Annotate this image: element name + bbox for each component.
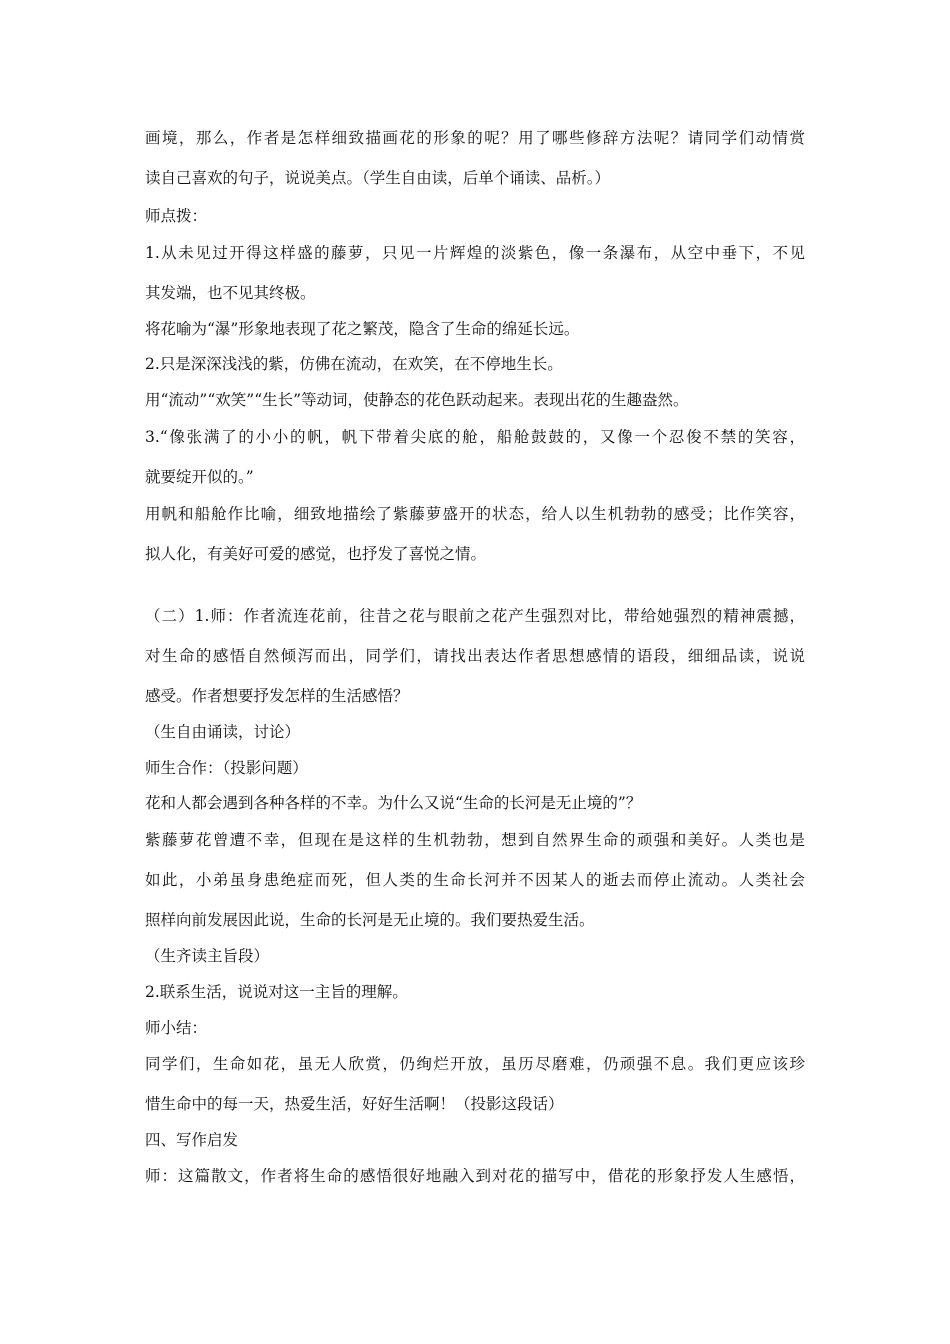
text-line: 师点拨： [145, 207, 208, 225]
text-line: 2.联系生活，说说对这一主旨的理解。 [145, 983, 408, 1001]
text-line: 师生合作：（投影问题） [145, 759, 308, 777]
text-line: 其发端，也不见其终极。 [145, 284, 316, 302]
text-line: 3.“像张满了的小小的帆，帆下带着尖底的舱，船舱鼓鼓的，又像一个忍俊不禁的笑容， [145, 428, 805, 446]
text-line: 用“流动”“欢笑”“生长”等动词，使静态的花色跃动起来。表现出花的生趣盎然。 [145, 391, 689, 409]
text-line: （二）1.师：作者流连花前，往昔之花与眼前之花产生强烈对比，带给她强烈的精神震撼， [145, 607, 805, 625]
text-line: 四、写作启发 [145, 1131, 239, 1149]
text-line: 师：这篇散文，作者将生命的感悟很好地融入到对花的描写中，借花的形象抒发人生感悟， [145, 1167, 805, 1185]
text-line: 画境，那么，作者是怎样细致描画花的形象的呢？用了哪些修辞方法呢？请同学们动情赏 [145, 129, 805, 147]
text-line: 同学们，生命如花，虽无人欣赏，仍绚烂开放，虽历尽磨难，仍顽强不息。我们更应该珍 [145, 1055, 805, 1073]
text-line: 照样向前发展因此说，生命的长河是无止境的。我们要热爱生活。 [145, 911, 595, 929]
text-line: 如此，小弟虽身患绝症而死，但人类的生命长河并不因某人的逝去而停止流动。人类社会 [145, 871, 805, 889]
text-line: 读自己喜欢的句子，说说美点。（学生自由读，后单个诵读、品析。） [145, 169, 611, 187]
text-line: 拟人化，有美好可爱的感觉，也抒发了喜悦之情。 [145, 545, 487, 563]
text-line: 将花喻为“瀑”形象地表现了花之繁茂，隐含了生命的绵延长远。 [145, 320, 580, 338]
text-line: （生自由诵读，讨论） [145, 723, 301, 741]
text-line: 就要绽开似的。” [145, 468, 254, 486]
text-line: 用帆和船舱作比喻，细致地描绘了紫藤萝盛开的状态，给人以生机勃勃的感受；比作笑容， [145, 505, 805, 523]
text-line: （生齐读主旨段） [145, 947, 270, 965]
text-line: 惜生命中的每一天，热爱生活，好好生活啊！（投影这段话） [145, 1095, 564, 1113]
text-line: 师小结： [145, 1019, 208, 1037]
text-line: 花和人都会遇到各种各样的不幸。为什么又说“生命的长河是无止境的”？ [145, 794, 642, 812]
text-line: 感受。作者想要抒发怎样的生活感悟？ [145, 687, 409, 705]
text-line: 紫藤萝花曾遭不幸，但现在是这样的生机勃勃，想到自然界生命的顽强和美好。人类也是 [145, 831, 805, 849]
text-line: 1.从未见过开得这样盛的藤萝，只见一片辉煌的淡紫色，像一条瀑布，从空中垂下，不见 [145, 244, 805, 262]
text-line: 对生命的感悟自然倾泻而出，同学们，请找出表达作者思想感情的语段，细细品读，说说 [145, 647, 805, 665]
text-line: 2.只是深深浅浅的紫，仿佛在流动，在欢笑，在不停地生长。 [145, 355, 563, 373]
